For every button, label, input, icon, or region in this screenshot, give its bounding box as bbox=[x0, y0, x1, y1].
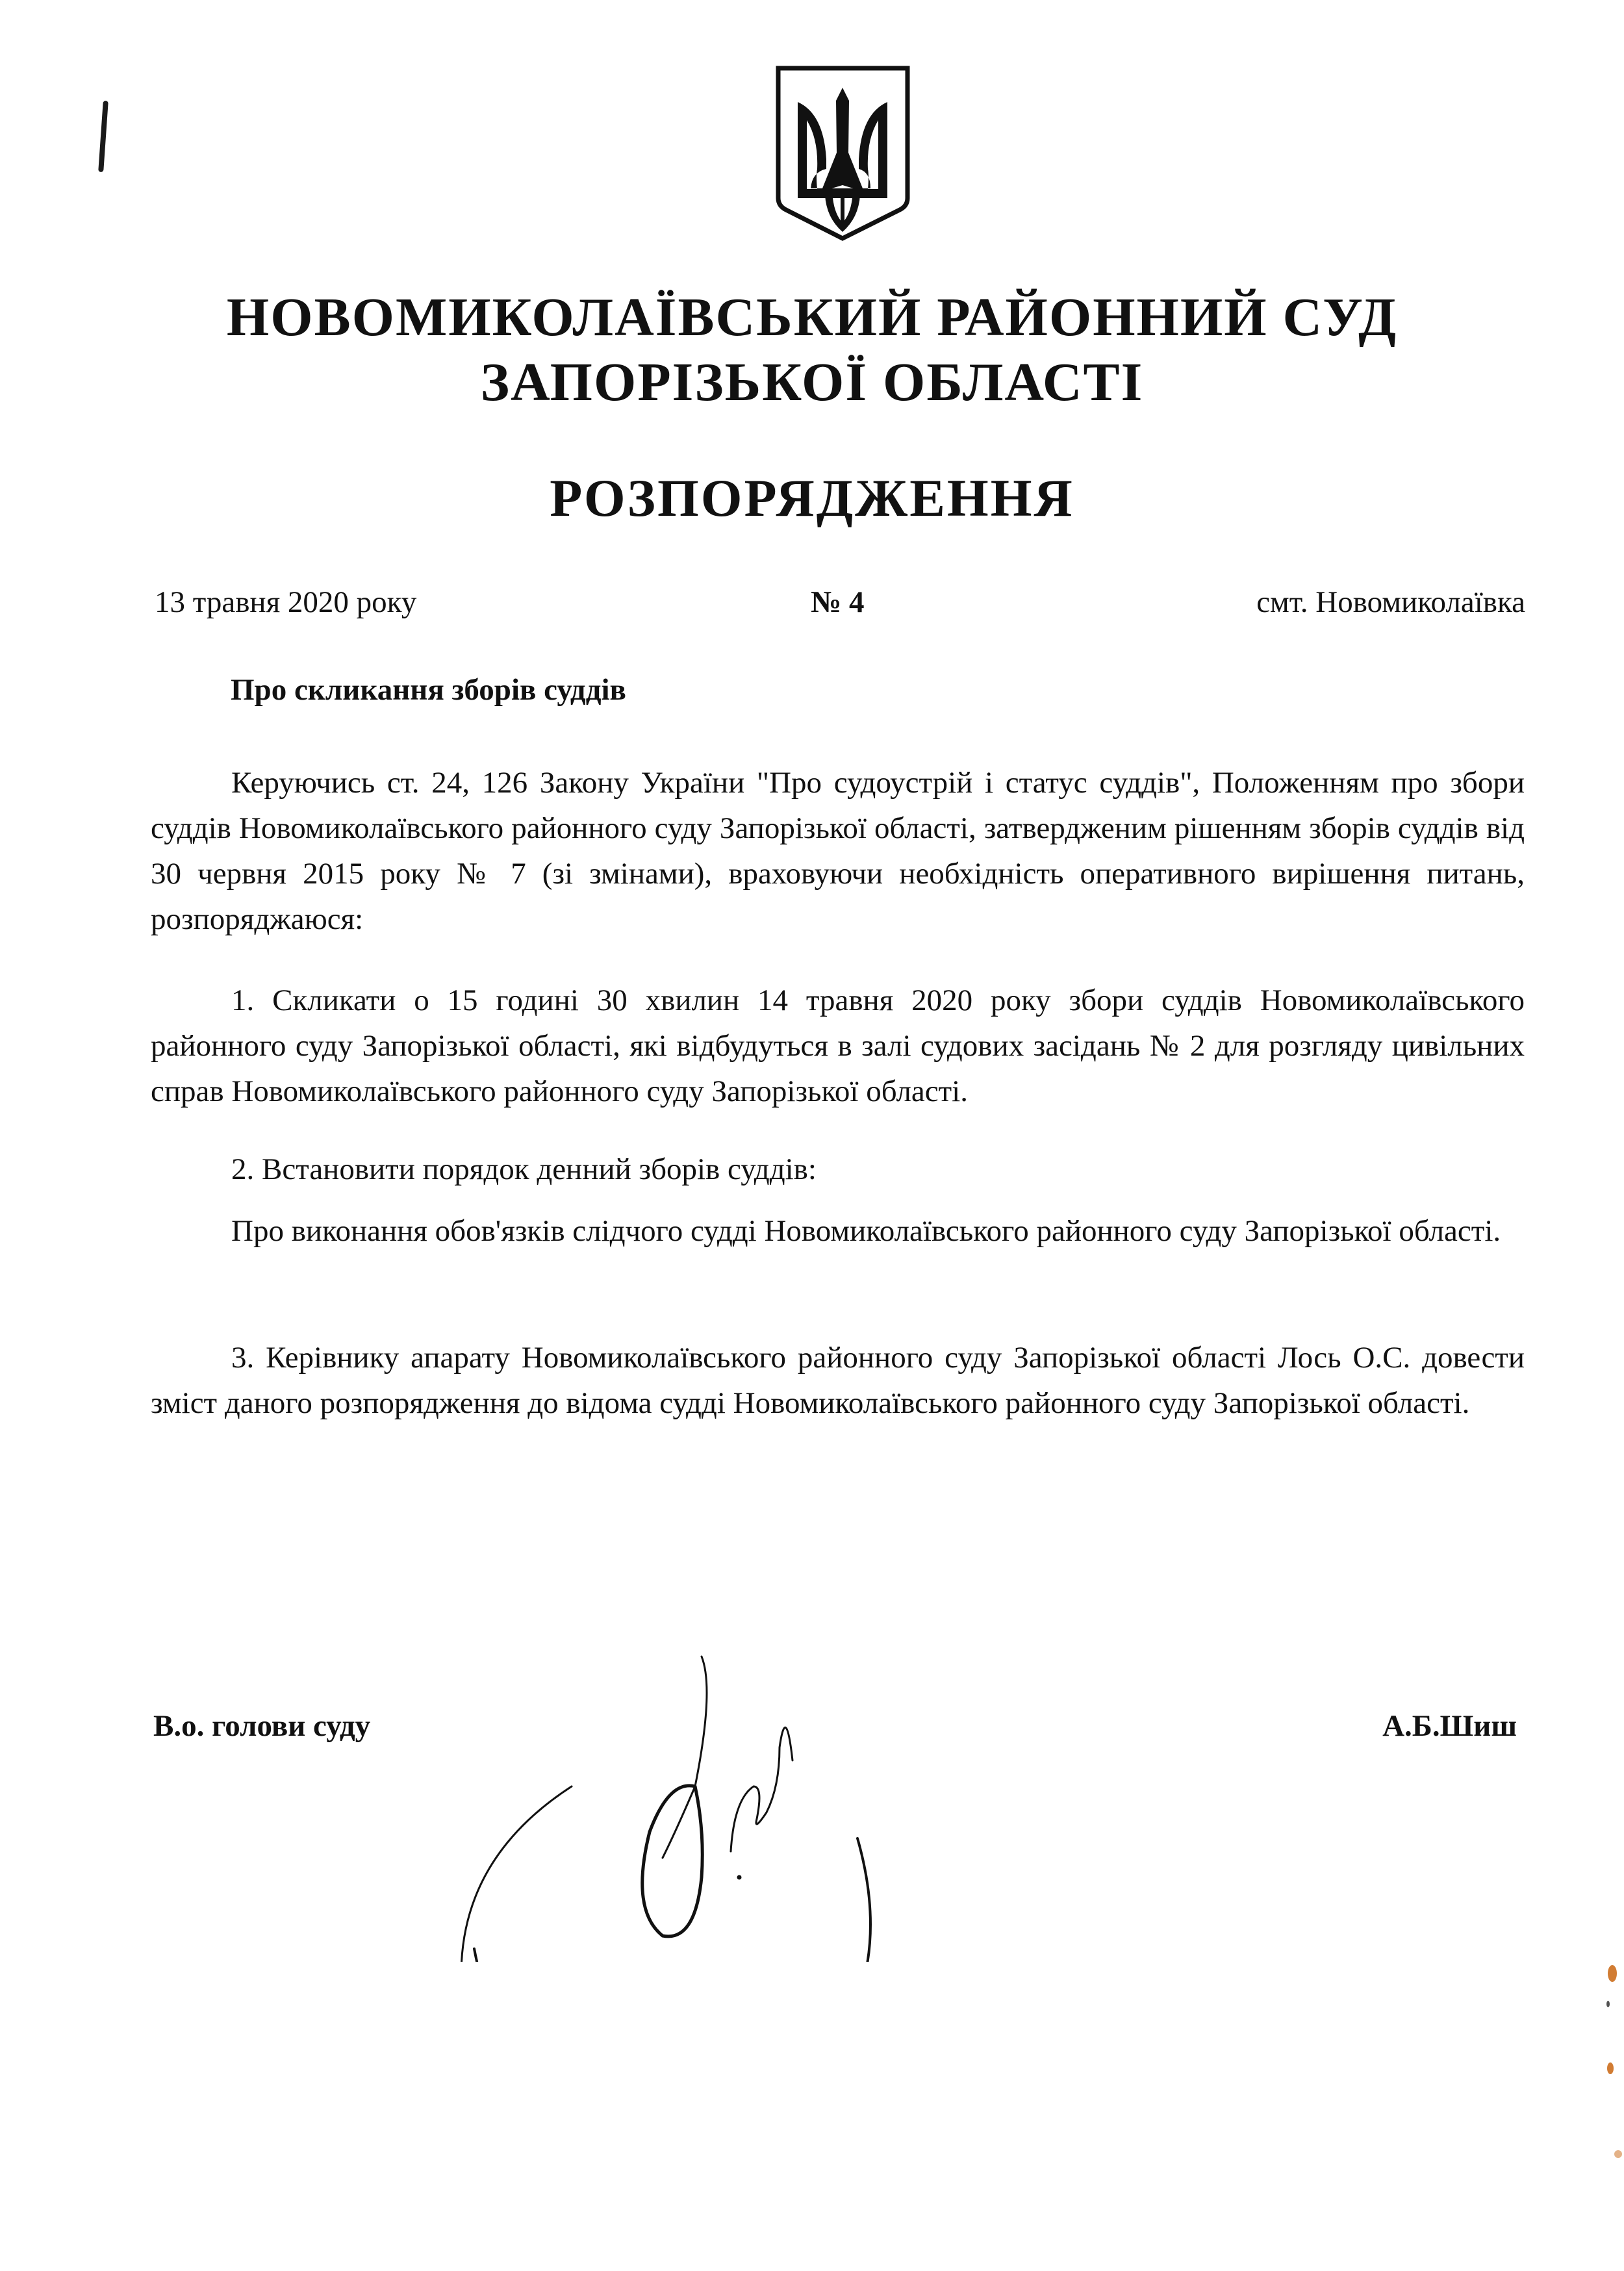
paper-stain bbox=[1608, 1965, 1617, 1982]
paragraph-agenda: Про виконання обов'язків слідчого судді Новомиколаївського районного суду Запорізької області. bbox=[231, 1214, 1501, 1248]
paragraph-item-1: 1. Скликати о 15 годині 30 хвилин 14 травня 2020 року збори суддів Новомиколаївського районного суду Запорізької області, які відбудуться в залі судових засідань № 2 для розгляду цивільних справ Новомиколаївського районного суду Запорізької області. bbox=[151, 983, 1525, 1108]
paragraph-intro: Керуючись ст. 24, 126 Закону України "Про судоустрій і статус суддів", Положенням про збори суддів Новомиколаївського районного суду Запорізької області, затвердженим рішенням зборів суддів від 30 червня 2015 року № 7 (зі змінами), враховуючи необхідність оперативного вирішення питань, розпоряджаюся: bbox=[151, 766, 1525, 936]
document-subject: Про скликання зборів суддів bbox=[231, 673, 626, 707]
paragraph-item-3: 3. Керівнику апарату Новомиколаївського районного суду Запорізької області Лось О.С. довести зміст даного розпорядження до відома судді Новомиколаївського районного суду Запорізької області. bbox=[151, 1341, 1525, 1420]
signatory-role: В.о. голови суду bbox=[153, 1709, 371, 1743]
document-place: смт. Новомиколаївка bbox=[1256, 585, 1525, 619]
document-number: № 4 bbox=[811, 585, 865, 619]
document-date: 13 травня 2020 року bbox=[155, 585, 417, 619]
paper-stain bbox=[1614, 2150, 1622, 2158]
paper-stain bbox=[1607, 2062, 1614, 2074]
document-type-title: РОЗПОРЯДЖЕННЯ bbox=[550, 468, 1074, 527]
handwritten-signature-icon bbox=[364, 1637, 1176, 1962]
court-name-line1: НОВОМИКОЛАЇВСЬКИЙ РАЙОННИЙ СУД bbox=[226, 287, 1398, 348]
signatory-name: А.Б.Шиш bbox=[1382, 1709, 1517, 1743]
paragraph-item-2: 2. Встановити порядок денний зборів суддів: bbox=[231, 1152, 817, 1186]
court-name-line2: ЗАПОРІЗЬКОЇ ОБЛАСТІ bbox=[480, 352, 1144, 412]
paper-stain bbox=[1606, 2001, 1610, 2007]
coat-of-arms-icon bbox=[773, 62, 913, 244]
handwritten-page-mark bbox=[98, 101, 108, 172]
document-meta-row bbox=[155, 585, 1525, 624]
